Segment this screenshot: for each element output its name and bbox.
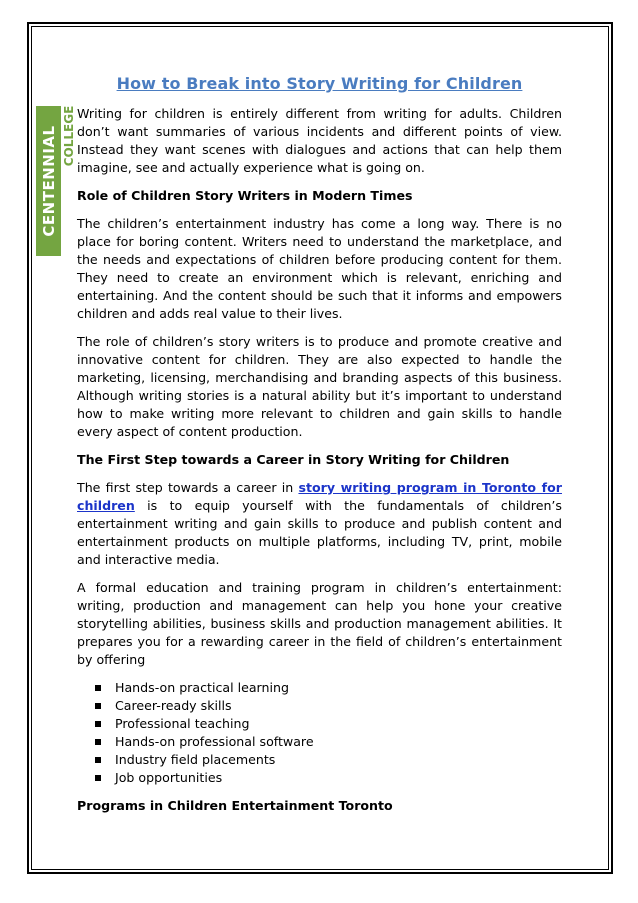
square-bullet-icon — [95, 757, 101, 763]
square-bullet-icon — [95, 721, 101, 727]
square-bullet-icon — [95, 685, 101, 691]
list-item — [95, 751, 562, 769]
intro-paragraph: Writing for children is entirely different from writing for adults. Children don’t want summaries of various incidents and different points of view. Instead they want scenes with dialogues and actions that can help them imagine, see and actually experience what is going on. — [77, 106, 562, 175]
first-step-text-after: is to equip yourself with the fundamentals of children’s entertainment writing and gain skills to produce and publish content and entertainment products on multiple platforms, including TV, print, mobile and interactive media. — [77, 498, 562, 567]
list-item-text: Hands-on professional software — [115, 734, 314, 749]
logo-side — [61, 106, 76, 166]
list-item-text: Career-ready skills — [115, 698, 232, 713]
list-item-text: Job opportunities — [115, 770, 223, 785]
section-heading-role: Role of Children Story Writers in Modern Times — [77, 188, 413, 203]
first-step-paragraph-2: A formal education and training program in children’s entertainment: writing, production and management can help you hone your creative storytelling abilities, business skills and production management abilities. It prepares you for a rewarding career in the field of children’s entertainment by offering — [77, 580, 562, 667]
offering-list — [77, 679, 562, 787]
list-item-text: Industry field placements — [115, 752, 276, 767]
list-item — [95, 769, 562, 787]
role-paragraph-1: The children’s entertainment industry has come a long way. There is no place for boring content. Writers need to understand the marketplace, and the needs and expectations of children before producing content for them. They need to create an environment which is relevant, enriching and entertaining. And the content should be such that it informs and empowers children and adds real value to their lives. — [77, 216, 562, 321]
list-item — [95, 697, 562, 715]
logo-band — [36, 106, 61, 256]
first-step-paragraph-1 — [77, 479, 562, 569]
logo-sub-text: COLLEGE — [61, 105, 76, 167]
square-bullet-icon — [95, 703, 101, 709]
first-step-text-before: The first step towards a career in — [77, 480, 299, 495]
document-body — [77, 74, 562, 825]
section-heading-programs: Programs in Children Entertainment Toronto — [77, 798, 393, 813]
list-item — [95, 733, 562, 751]
list-item-text: Hands-on practical learning — [115, 680, 289, 695]
list-item-text: Professional teaching — [115, 716, 250, 731]
list-item — [95, 679, 562, 697]
story-writing-program-link[interactable]: story writing program in Toronto for children — [77, 480, 562, 513]
section-heading-first-step: The First Step towards a Career in Story Writing for Children — [77, 452, 510, 467]
role-paragraph-2: The role of children’s story writers is to produce and promote creative and innovative content for children. They are also expected to handle the marketing, licensing, merchandising and branding aspects of this business. Although writing stories is a natural ability but it’s important to understand how to make writing more relevant to children and gain skills to handle every aspect of content production. — [77, 334, 562, 439]
list-item — [95, 715, 562, 733]
page-title: How to Break into Story Writing for Children — [116, 74, 523, 93]
logo-main-text: CENTENNIAL — [39, 125, 58, 237]
square-bullet-icon — [95, 775, 101, 781]
centennial-college-logo — [36, 106, 76, 256]
square-bullet-icon — [95, 739, 101, 745]
